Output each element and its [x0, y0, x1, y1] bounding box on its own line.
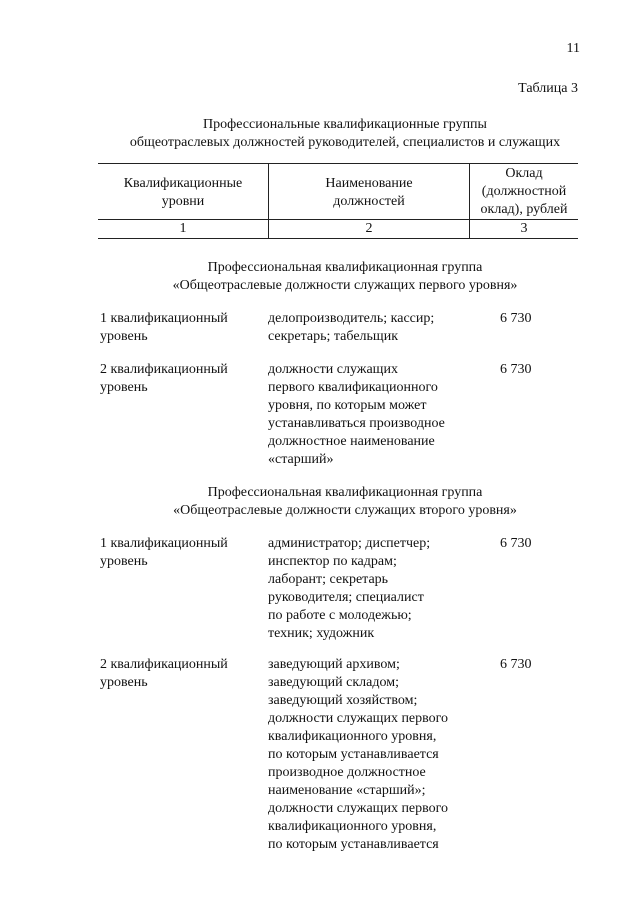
- header-text: Наименование: [325, 176, 413, 191]
- level-text: уровень: [100, 675, 148, 690]
- position-line: должностное наименование: [268, 434, 435, 449]
- position-line: по которым устанавливается: [268, 747, 439, 762]
- group-title-line: «Общеотраслевые должности служащих второго уровня»: [173, 503, 517, 518]
- header-text: оклад), рублей: [480, 202, 568, 217]
- positions-list: [268, 656, 478, 854]
- position-line: лаборант; секретарь: [268, 572, 389, 587]
- header-text: Оклад: [505, 166, 543, 181]
- qualification-level: [100, 535, 260, 571]
- position-line: должности служащих первого: [268, 711, 449, 726]
- position-line: делопроизводитель; кассир;: [268, 311, 435, 326]
- level-text: уровень: [100, 380, 148, 395]
- header-text: Квалификационные: [123, 176, 243, 191]
- page-number: 11: [566, 41, 580, 56]
- salary-value: 6 730: [500, 657, 532, 672]
- position-line: первого квалификационного: [268, 380, 438, 395]
- table-label: Таблица 3: [518, 81, 578, 96]
- header-top-rule: [98, 163, 578, 164]
- qualification-level: [100, 310, 260, 346]
- position-line: заведующий архивом;: [268, 657, 400, 672]
- document-title: [98, 116, 592, 152]
- group-title: [98, 484, 592, 520]
- position-line: наименование «старший»;: [268, 783, 426, 798]
- salary-value: 6 730: [500, 536, 532, 551]
- position-line: администратор; диспетчер;: [268, 536, 431, 551]
- header-text: (должностной: [481, 184, 567, 199]
- position-line: «старший»: [268, 452, 334, 467]
- level-text: 1 квалификационный: [100, 311, 228, 326]
- table-header: [98, 163, 578, 239]
- level-text: 2 квалификационный: [100, 657, 228, 672]
- position-line: секретарь; табельщик: [268, 329, 398, 344]
- salary-value: 6 730: [500, 362, 532, 377]
- title-line: общеотраслевых должностей руководителей, специалистов и служащих: [129, 135, 561, 150]
- positions-list: [268, 535, 478, 643]
- position-line: инспектор по кадрам;: [268, 554, 397, 569]
- position-line: по которым устанавливается: [268, 837, 439, 852]
- positions-list: [268, 361, 478, 469]
- qualification-level: [100, 656, 260, 692]
- qualification-level: [100, 361, 260, 397]
- salary-value: 6 730: [500, 311, 532, 326]
- position-line: квалификационного уровня,: [268, 729, 437, 744]
- level-text: уровень: [100, 554, 148, 569]
- group-title-line: Профессиональная квалификационная группа: [207, 260, 483, 275]
- header-cell-salary: [470, 165, 578, 219]
- column-number: 1: [179, 221, 187, 236]
- title-line: Профессиональные квалификационные группы: [203, 117, 487, 132]
- position-line: заведующий складом;: [268, 675, 399, 690]
- position-line: квалификационного уровня,: [268, 819, 437, 834]
- level-text: 2 квалификационный: [100, 362, 228, 377]
- header-text: уровни: [161, 194, 205, 209]
- column-number: 3: [520, 221, 528, 236]
- position-line: должности служащих первого: [268, 801, 449, 816]
- position-line: уровня, по которым может: [268, 398, 427, 413]
- position-line: руководителя; специалист: [268, 590, 424, 605]
- column-number: 2: [365, 221, 373, 236]
- header-bottom-rule: [98, 238, 578, 239]
- group-title-line: Профессиональная квалификационная группа: [207, 485, 483, 500]
- header-cell-positions: [269, 175, 469, 211]
- position-line: устанавливаться производное: [268, 416, 445, 431]
- position-line: заведующий хозяйством;: [268, 693, 418, 708]
- group-title: [98, 259, 592, 295]
- header-cell-levels: [98, 175, 268, 211]
- group-title-line: «Общеотраслевые должности служащих первого уровня»: [172, 278, 518, 293]
- position-line: производное должностное: [268, 765, 426, 780]
- position-line: должности служащих: [268, 362, 398, 377]
- position-line: по работе с молодежью;: [268, 608, 412, 623]
- positions-list: [268, 310, 478, 346]
- header-text: должностей: [333, 194, 405, 209]
- position-line: техник; художник: [268, 626, 375, 641]
- level-text: 1 квалификационный: [100, 536, 228, 551]
- level-text: уровень: [100, 329, 148, 344]
